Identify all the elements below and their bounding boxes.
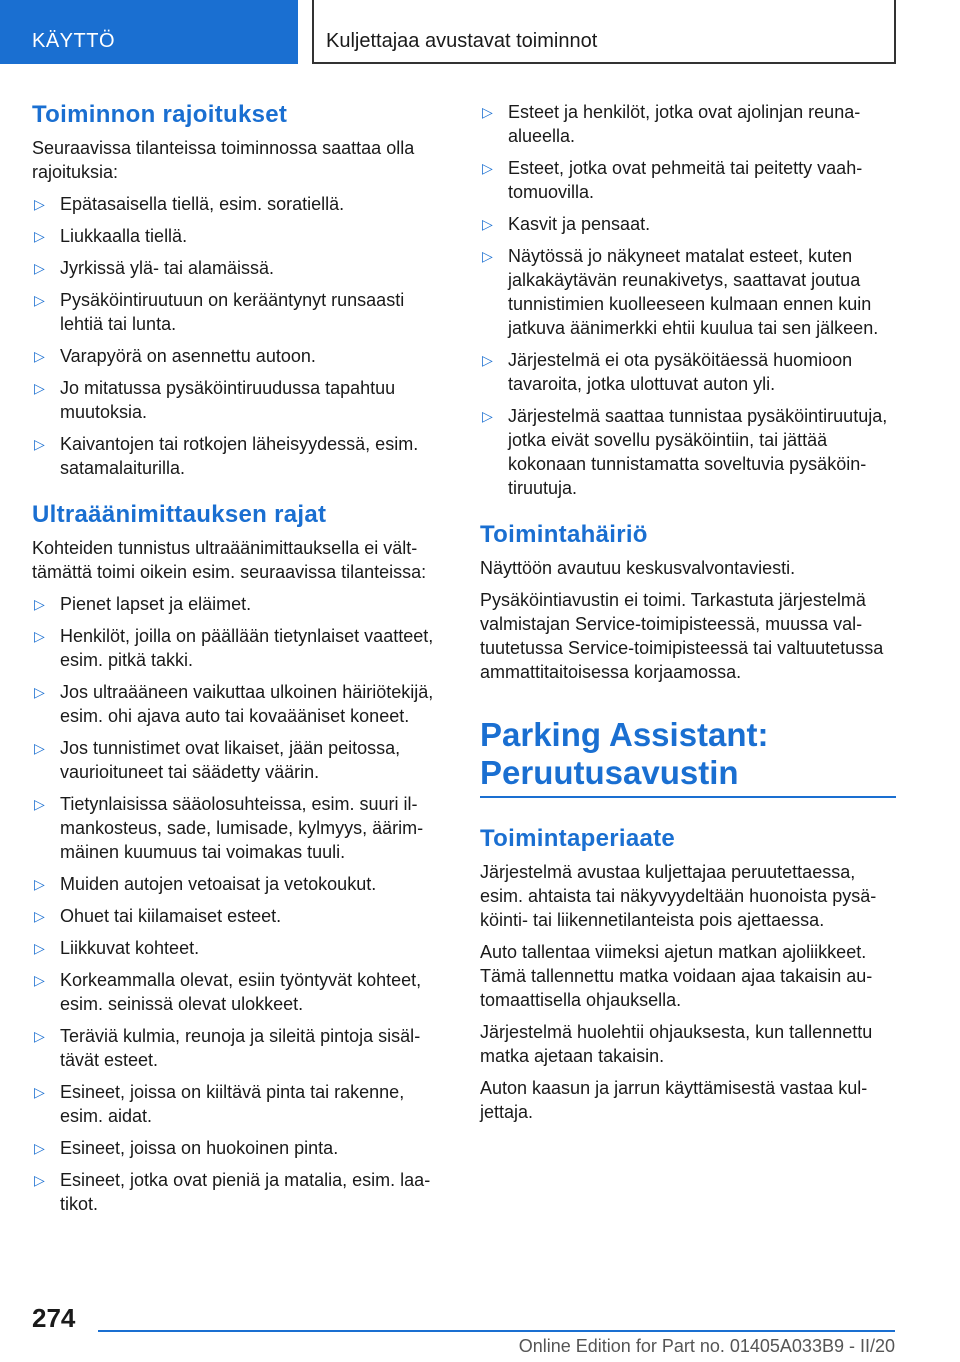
list-item: ▷ Järjestelmä ei ota pysäköitäessä huomioon tavaroita, jotka ulottuvat auton yli.	[482, 350, 853, 394]
list-item: ▷ Esineet, jotka ovat pieniä ja matalia, esim. laatikot.	[34, 1170, 431, 1214]
bullet-triangle-icon: ▷	[482, 352, 493, 368]
bullet-triangle-icon: ▷	[34, 436, 45, 452]
list-item: ▷ Liikkuvat kohteet.	[34, 938, 200, 958]
section-title-ultrasonic: Ultraäänimittauksen rajat	[32, 501, 327, 528]
page-header	[0, 0, 960, 64]
page-number: 274	[32, 1303, 76, 1333]
bullet-triangle-icon: ▷	[34, 292, 45, 308]
principle-text-1: Järjestelmä avustaa kuljettajaa peruutettaessa, esim. ahtaista tai näkyvyydeltään huonoista pysäköinti- tai liikennetilanteista pois ajettaessa.	[480, 862, 877, 930]
section-title-limitations: Toiminnon rajoitukset	[32, 101, 288, 128]
bullet-triangle-icon: ▷	[34, 940, 45, 956]
list-item: ▷ Jo mitatussa pysäköintiruudussa tapahtuu muutoksia.	[34, 378, 396, 422]
malfunction-text-2: Pysäköintiavustin ei toimi. Tarkastuta järjestelmä valmistajan Service-toimipisteessä, muussa valtuutetussa Service-toimipisteessä tai valtuutetussa ammattitaitoisessa korjaamossa.	[480, 590, 884, 682]
heading-divider	[480, 796, 896, 798]
list-item: ▷ Jos tunnistimet ovat likaiset, jään peitossa, vaurioituneet tai säädetty väärin.	[34, 738, 401, 782]
bullet-triangle-icon: ▷	[34, 628, 45, 644]
footer-divider	[98, 1330, 895, 1332]
right-column	[480, 100, 896, 1132]
ultrasonic-list	[32, 592, 448, 1216]
list-item: ▷ Esteet ja henkilöt, jotka ovat ajolinjan reunaalueella.	[482, 102, 861, 146]
list-item: ▷ Jos ultraääneen vaikuttaa ulkoinen häiriötekijä, esim. ohi ajava auto tai kovaääniset koneet.	[34, 682, 434, 726]
principle-text-2: Auto tallentaa viimeksi ajetun matkan ajoliikkeet. Tämä tallennettu matka voidaan ajaa takaisin automaattisella ohjauksella.	[480, 942, 873, 1010]
list-item: ▷ Muiden autojen vetoaisat ja vetokoukut.	[34, 874, 377, 894]
left-column	[32, 100, 448, 1230]
bullet-triangle-icon: ▷	[34, 796, 45, 812]
list-item: ▷ Ohuet tai kiilamaiset esteet.	[34, 906, 282, 926]
list-item: ▷ Teräviä kulmia, reunoja ja sileitä pintoja sisältävät esteet.	[34, 1026, 421, 1070]
chapter-heading-line1: Parking Assistant:	[480, 716, 769, 753]
list-item: ▷ Korkeammalla olevat, esiin työntyvät kohteet, esim. seinissä olevat ulokkeet.	[34, 970, 422, 1014]
bullet-triangle-icon: ▷	[34, 908, 45, 924]
limitations-intro: Seuraavissa tilanteissa toiminnossa saattaa olla rajoituksia:	[32, 138, 415, 182]
chapter-heading-line2: Peruutusavustin	[480, 754, 739, 791]
list-item: ▷ Järjestelmä saattaa tunnistaa pysäköintiruutuja, jotka eivät sovellu pysäköintiin, tai jättää kokonaan tunnistamatta soveltuvia pysäköintiruutuja.	[482, 406, 888, 498]
list-item: ▷ Kaivantojen tai rotkojen läheisyydessä, esim. satamalaiturilla.	[34, 434, 419, 478]
bullet-triangle-icon: ▷	[34, 228, 45, 244]
bullet-triangle-icon: ▷	[34, 1028, 45, 1044]
section-title-principle: Toimintaperiaate	[480, 825, 676, 852]
chapter-heading	[480, 716, 896, 792]
chapter-title: Kuljettajaa avustavat toiminnot	[312, 0, 896, 64]
bullet-triangle-icon: ▷	[34, 1084, 45, 1100]
list-item: ▷ Esteet, jotka ovat pehmeitä tai peitetty vaahtomuovilla.	[482, 158, 863, 202]
list-item: ▷ Epätasaisella tiellä, esim. soratiellä.	[34, 194, 345, 214]
limitations-list	[32, 192, 448, 480]
bullet-triangle-icon: ▷	[34, 260, 45, 276]
list-item: ▷ Pysäköintiruutuun on kerääntynyt runsaasti lehtiä tai lunta.	[34, 290, 405, 334]
bullet-triangle-icon: ▷	[482, 216, 493, 232]
bullet-triangle-icon: ▷	[482, 104, 493, 120]
list-item: ▷ Liukkaalla tiellä.	[34, 226, 188, 246]
list-item: ▷ Pienet lapset ja eläimet.	[34, 594, 252, 614]
bullet-triangle-icon: ▷	[482, 408, 493, 424]
malfunction-text-1: Näyttöön avautuu keskusvalvontaviesti.	[480, 558, 796, 578]
list-item: ▷ Näytössä jo näkyneet matalat esteet, kuten jalkakäytävän reunakivetys, saattavat joutua tunnistimien kuolleeseen kulmaan ennen kuin jatkuva äänimerkki ehtii kuulua tai sen jälkeen.	[482, 246, 879, 338]
list-item: ▷ Esineet, joissa on kiiltävä pinta tai rakenne, esim. aidat.	[34, 1082, 405, 1126]
ultrasonic-intro: Kohteiden tunnistus ultraäänimittauksella ei välttämättä toimi oikein esim. seuraavissa tilanteissa:	[32, 538, 427, 582]
principle-text-3: Järjestelmä huolehtii ohjauksesta, kun tallennettu matka ajetaan takaisin.	[480, 1022, 873, 1066]
edition-footer: Online Edition for Part no. 01405A033B9 - II/20	[518, 1336, 895, 1356]
list-item: ▷ Henkilöt, joilla on päällään tietynlaiset vaatteet, esim. pitkä takki.	[34, 626, 434, 670]
list-item: ▷ Jyrkissä ylä- tai alamäissä.	[34, 258, 275, 278]
bullet-triangle-icon: ▷	[34, 196, 45, 212]
bullet-triangle-icon: ▷	[482, 248, 493, 264]
list-item: ▷ Tietynlaisissa sääolosuhteissa, esim. suuri ilmankosteus, sade, lumisade, kylmyys, äärimmäinen kuumuus tai voimakas tuuli.	[34, 794, 424, 862]
bullet-triangle-icon: ▷	[34, 876, 45, 892]
list-item: ▷ Varapyörä on asennettu autoon.	[34, 346, 316, 366]
ultrasonic-list-continued	[480, 100, 896, 500]
bullet-triangle-icon: ▷	[34, 596, 45, 612]
bullet-triangle-icon: ▷	[34, 380, 45, 396]
bullet-triangle-icon: ▷	[34, 972, 45, 988]
bullet-triangle-icon: ▷	[34, 348, 45, 364]
section-tab[interactable]: KÄYTTÖ	[0, 0, 298, 64]
bullet-triangle-icon: ▷	[34, 1172, 45, 1188]
principle-text-4: Auton kaasun ja jarrun käyttämisestä vastaa kuljettaja.	[480, 1078, 868, 1122]
list-item: ▷ Esineet, joissa on huokoinen pinta.	[34, 1138, 339, 1158]
bullet-triangle-icon: ▷	[34, 1140, 45, 1156]
list-item: ▷ Kasvit ja pensaat.	[482, 214, 651, 234]
bullet-triangle-icon: ▷	[34, 684, 45, 700]
section-title-malfunction: Toimintahäiriö	[480, 521, 648, 548]
bullet-triangle-icon: ▷	[34, 740, 45, 756]
bullet-triangle-icon: ▷	[482, 160, 493, 176]
